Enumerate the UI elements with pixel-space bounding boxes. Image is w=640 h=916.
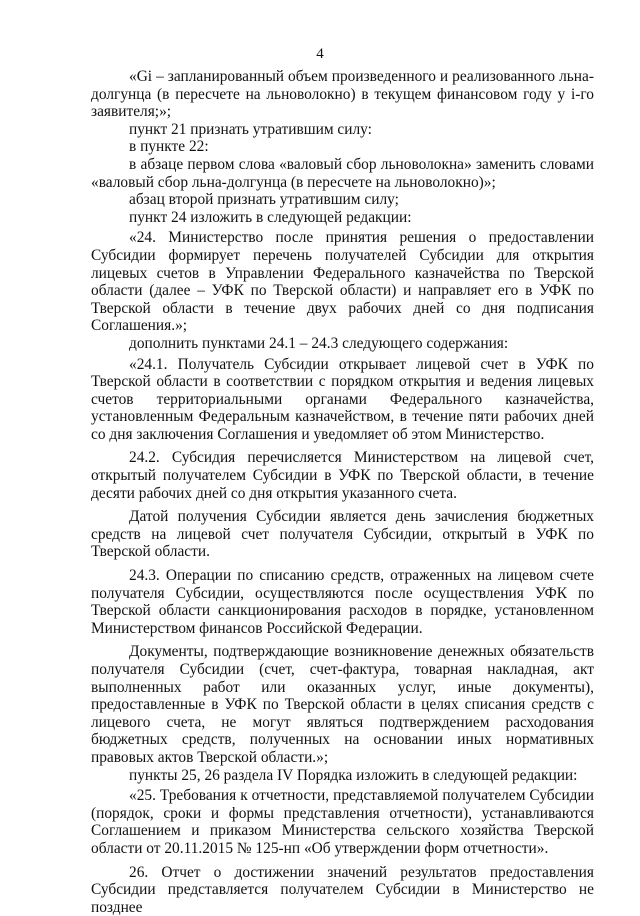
paragraph-point-21: пункт 21 признать утратившим силу: (129, 120, 372, 138)
paragraph-points-25-26-intro: пункты 25, 26 раздела IV Порядка изложить в следующей редакции: (129, 766, 578, 784)
paragraph-point-24-intro: пункт 24 изложить в следующей редакции: (129, 208, 412, 226)
paragraph-point-22: в пункте 22: (129, 138, 209, 156)
paragraph-add-points-intro: дополнить пунктами 24.1 – 24.3 следующего содержания: (129, 334, 509, 352)
paragraph-receipt-date: Датой получения Субсидии является день зачисления бюджетных средств на лицевой счет получателя Субсидии, открытый в УФК по Тверской области. (91, 508, 594, 561)
paragraph-point-24-3: 24.3. Операции по списанию средств, отраженных на лицевом счете получателя Субсидии, осуществляются после осуществления УФК по Тверской области санкционирования расходов в порядке, установленном Министерством финансов Российской Федерации. (91, 567, 594, 637)
paragraph-first-abzac: в абзаце первом слова «валовый сбор льноволокна» заменить словами «валовый сбор льна-долгунца (в пересчете на льноволокно)»; (91, 155, 594, 191)
paragraph-point-24-1: «24.1. Получатель Субсидии открывает лицевой счет в УФК по Тверской области в соответствии с порядком открытия и ведения лицевых счетов территориальными органами Федерального казначейства, установленным Федеральным казначейством, в течение пяти рабочих дней со дня заключения Соглашения и уведомляет об этом Министерство. (91, 355, 594, 443)
paragraph-documents: Документы, подтверждающие возникновение денежных обязательств получателя Субсидии (счет, счет-фактура, товарная накладная, акт выполненных работ или оказанных услуг, иные документы), предоставленные в УФК по Тверской области в целях списания средств с лицевого счета, не могут являться подтверждением расходования бюджетных средств, полученных на основании иных нормативных правовых актов Тверской области.»; (91, 643, 594, 766)
paragraph-point-24-2: 24.2. Субсидия перечисляется Министерством на лицевой счет, открытый получателем Субсидии в УФК по Тверской области, в течение десяти рабочих дней со дня открытия указанного счета. (91, 449, 594, 502)
page-number: 4 (316, 46, 324, 62)
paragraph-gi-definition: «Gi – запланированный объем произведенного и реализованного льна-долгунца (в пересчете на льноволокно) в текущем финансовом году у i-го заявителя;»; (91, 68, 594, 121)
paragraph-point-25: «25. Требования к отчетности, представляемой получателем Субсидии (порядок, сроки и формы представления отчетности), устанавливаются Соглашением и приказом Министерства сельского хозяйства Тверской области от 20.11.2015 № 125-нп «Об утверждении форм отчетности». (91, 787, 594, 857)
paragraph-point-24: «24. Министерство после принятия решения о предоставлении Субсидии формирует перечень получателей Субсидии для открытия лицевых счетов в Управлении Федерального казначейства по Тверской области (далее – УФК по Тверской области) и направляет его в УФК по Тверской области в течение двух рабочих дней со дня подписания Соглашения.»; (91, 229, 594, 335)
paragraph-second-abzac: абзац второй признать утратившим силу; (129, 191, 399, 209)
paragraph-point-26: 26. Отчет о достижении значений результатов предоставления Субсидии представляется получателем Субсидии в Министерство не позднее (91, 863, 594, 916)
document-body (91, 68, 594, 916)
